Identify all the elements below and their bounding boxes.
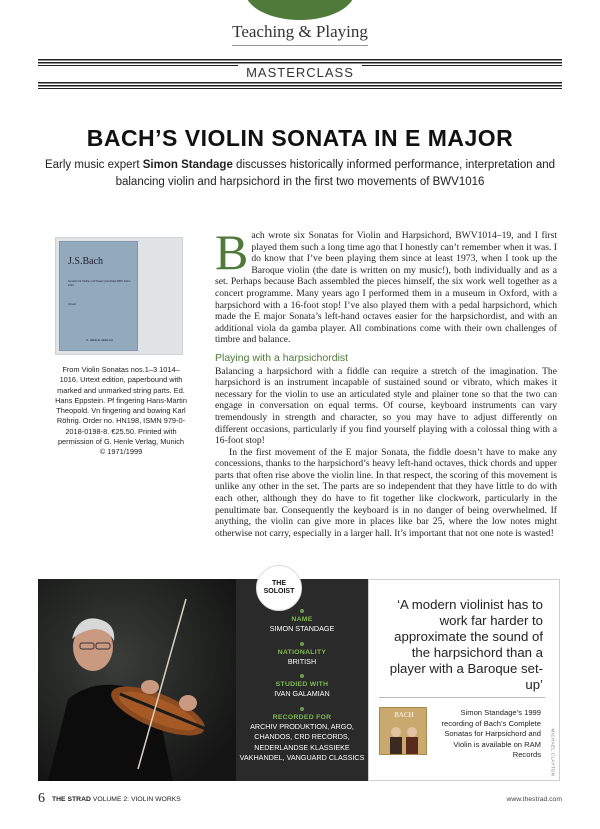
score-composer: J.S.Bach — [68, 256, 103, 267]
footer-magazine — [52, 796, 181, 803]
fact-label: NAME — [291, 616, 313, 623]
bullet-dot — [300, 642, 304, 646]
paragraph-1: ach wrote six Sonatas for Violin and Harpsichord, BWV1014–19, and I first played them such a long time ago that I honestly can’t remember when it was. I do know that I’ve been playing them since at least 1973, when I took up the Baroque violin (the date is written on my music!), both individually and as a set. Perhaps because Bach assembled the pieces himself, the six work well together as a concert programme. Many years ago I performed them in a museum in Oxford, with a harpsichord with a 16-foot stop! I’ve also played them with a pedal harpsichord, which made the E major Sonata’s left-hand octaves easier for the harpsichordist, and with an additional viola da gamba player. All combinations come with their own challenges of timbre and balance. — [215, 230, 557, 346]
standfirst — [40, 157, 560, 191]
paragraph-3: In the first movement of the E major Sonata, the fiddle doesn’t have to make any concessions, thanks to the harpsichord’s heavy left-hand octaves, thick chords and upper parts that often rise above the violin line. In that respect, the scoring of this movement is unlike any other in the set. The parts are so independent that they have little to do with each other, although they do have to fit together like clockwork, particularly in the penultimate bar. Consequently the keyboard is in no danger of being overwhelmed. If anything, the violin can give more in places like bar 25, where the low notes might otherwise not carry, especially in a larger hall. It’s important that not one note is wasted! — [215, 446, 557, 539]
standfirst-rest: discusses historically informed performance, interpretation and balancing violin and harpsichord in the first two movements of BWV1016 — [115, 159, 556, 188]
badge-line-1: THE — [272, 580, 286, 587]
album-cover — [379, 707, 427, 755]
photo-credit — [549, 730, 557, 780]
fact-value: BRITISH — [287, 656, 317, 666]
section-title: Teaching & Playing — [232, 22, 368, 41]
fact-value: SIMON STANDAGE — [269, 624, 335, 633]
score-subtitle: Sonaten für Violine und Klavier (Cembalo) BWV 1014–1016 — [68, 280, 131, 287]
subhead: Playing with a harpsichordist — [215, 351, 349, 364]
fact-nationality — [236, 642, 368, 668]
fact-name — [236, 609, 368, 635]
magazine-volume: VOLUME 2: VIOLIN WORKS — [90, 796, 181, 803]
header-stripes-bottom — [38, 82, 562, 89]
paragraph-2: Balancing a harpsichord with a fiddle can require a stretch of the imagination. The harpsichord is an instrument incapable of sustained sound or vibrato, which makes it necessary for the violin to use an articulated style and plainer tone so that the two can engage in conversation on equal terms. Of course, keyboard instruments can vary tremendously in strength and character, so you may have to adjust differently on different occasions, particularly if you find yourself playing with a colossal thing with a 16-foot stop! — [215, 365, 557, 447]
section-tab — [245, 0, 355, 20]
soloist-badge — [256, 565, 302, 611]
image-caption: From Violin Sonatas nos.1–3 1014–1016. Urtext edition, paperbound with marked and unmarked string parts. Ed. Hans Eppstein. Pf fingering Hans-Martin Theopold. Vn fingering and bowing Karl Röhrig. Order no. HN198, ISMN 979-0-2018-0198-8. €25.50. Printed with permission of G. Henle Verlag, Munich © 1971/1999 — [55, 365, 187, 457]
footer-url: www.thestrad.com — [506, 796, 562, 803]
soloist-photo — [38, 579, 236, 781]
fact-value: ARCHIV PRODUKTION, ARGO, CHANDOS, CRD RECORDS, NEDERLANDSE KLASSIEKE VAKHANDEL, VANGUARD CLASSICS — [239, 721, 365, 762]
score-edition: Urtext — [68, 302, 77, 306]
section-rule — [232, 45, 368, 46]
score-cover — [59, 241, 138, 351]
badge-line-2: SOLOIST — [263, 588, 295, 595]
violinist-illustration — [38, 579, 236, 781]
masterclass-text: MASTERCLASS — [238, 65, 362, 80]
fact-label: NATIONALITY — [277, 648, 327, 656]
drop-cap: B — [215, 224, 249, 280]
standfirst-author: Simon Standage — [142, 159, 233, 171]
fact-label: STUDIED WITH — [275, 681, 329, 688]
bullet-dot — [300, 674, 304, 678]
fact-recorded-for — [236, 707, 368, 764]
page-number: 6 — [38, 791, 45, 806]
masterclass-label — [0, 64, 600, 82]
quote-card — [368, 579, 560, 781]
soloist-panel — [38, 579, 560, 781]
standfirst-intro: Early music expert — [44, 159, 143, 171]
fact-studied-with — [236, 674, 368, 700]
quote-divider — [379, 697, 545, 698]
article-body — [215, 224, 557, 539]
page-footer — [38, 793, 562, 807]
score-cover-image — [55, 237, 183, 355]
bullet-dot — [300, 609, 304, 613]
fact-value: IVAN GALAMIAN — [274, 689, 330, 698]
soloist-facts — [236, 579, 368, 781]
fact-label: RECORDED FOR — [272, 713, 332, 721]
magazine-name: THE STRAD — [52, 796, 91, 803]
album-musicians-icon — [380, 708, 427, 755]
album-title: BACH — [394, 711, 414, 719]
pull-quote: ‘A modern violinist has to work far harder to approximate the sound of the harpsichord than a player with a Baroque set-up’ — [389, 597, 543, 692]
album-caption: Simon Standage’s 1999 recording of Bach’s Complete Sonatas for Harpsichord and Violin is available on RAM Records — [441, 708, 541, 759]
photo-credit-text: MICHAEL CLAYTON — [550, 728, 556, 777]
score-publisher: G. HENLE VERLAG — [85, 338, 113, 342]
headline: BACH’S VIOLIN SONATA IN E MAJOR — [86, 125, 514, 151]
bullet-dot — [300, 707, 304, 711]
